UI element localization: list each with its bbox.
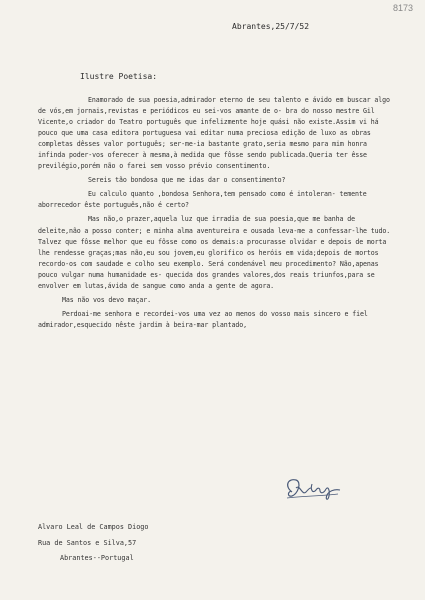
paragraph-1: Enamorado de sua poesia,admirador eterno de seu talento e ávido em buscar algo de vós,em jornais,revistas e periódicos eu sei-vos amante de o- bra do nosso mestre Gil Vicente,o criador do Teatro português que infelizmente hoje quási não existe.Assim vi há pouco que uma casa editora portuguesa vai editar numa preciosa edição de luxo as obras completas dêsses valor português; ser-me-ia bastante grato,seria mesmo para mim honra infinda poder-vos oferecer à mesma,à medida que fôsse sendo publicada.Queria ter êsse previlégio,porém não o farei sem vosso prévio consentimento.: [38, 96, 390, 171]
sender-address: [38, 520, 149, 567]
letter-body: [38, 95, 394, 331]
paragraph-3: Eu calculo quanto ,bondosa Senhora,tem pensado como é intoleran- temente aborrecedor êste português,não é certo?: [38, 190, 367, 210]
sender-street: Rua de Santos e Silva,57: [38, 538, 137, 547]
paragraph-6: Perdoai-me senhora e recordei-vos uma vez ao menos do vosso mais sincero e fiel admirador,esquecido nêste jardim à beira-mar plantado,: [38, 309, 368, 329]
paragraph-5: Mas não vos devo maçar.: [62, 295, 152, 304]
paragraph-2: Sereis tão bondosa que me idas dar o consentimento?: [88, 176, 286, 185]
salutation: Ilustre Poetisa:: [80, 72, 158, 81]
handwritten-signature: [282, 474, 344, 502]
letter-date: Abrantes,25/7/52: [232, 22, 310, 31]
sender-name: Alvaro Leal de Campos Diogo: [38, 523, 149, 531]
paragraph-4: Mas não,o prazer,aquela luz que irradia de sua poesia,que me banha de deleite,não a posso conter; e minha alma aventureira e ousada leva-me a confessar-lhe tudo. Talvez que fôsse melhor que eu fôsse como os demais:a procurasse olvidar e depois de morta lhe rendesse graças;mas não,eu sou jovem,eu glorifico os heróis em vida;depois de mortos recordo-os com saudade e colho seu exemplo. Será condenável meu procedimento? Não,apenas pouco vulgar numa humanidade es- quecida dos grandes valores,dos reais triunfos,para se envolver em lutas,ávida de sangue como anda a gente de agora.: [38, 215, 391, 290]
sender-city: Abrantes--Portugal: [60, 554, 134, 562]
archive-number: 8173: [392, 3, 413, 13]
